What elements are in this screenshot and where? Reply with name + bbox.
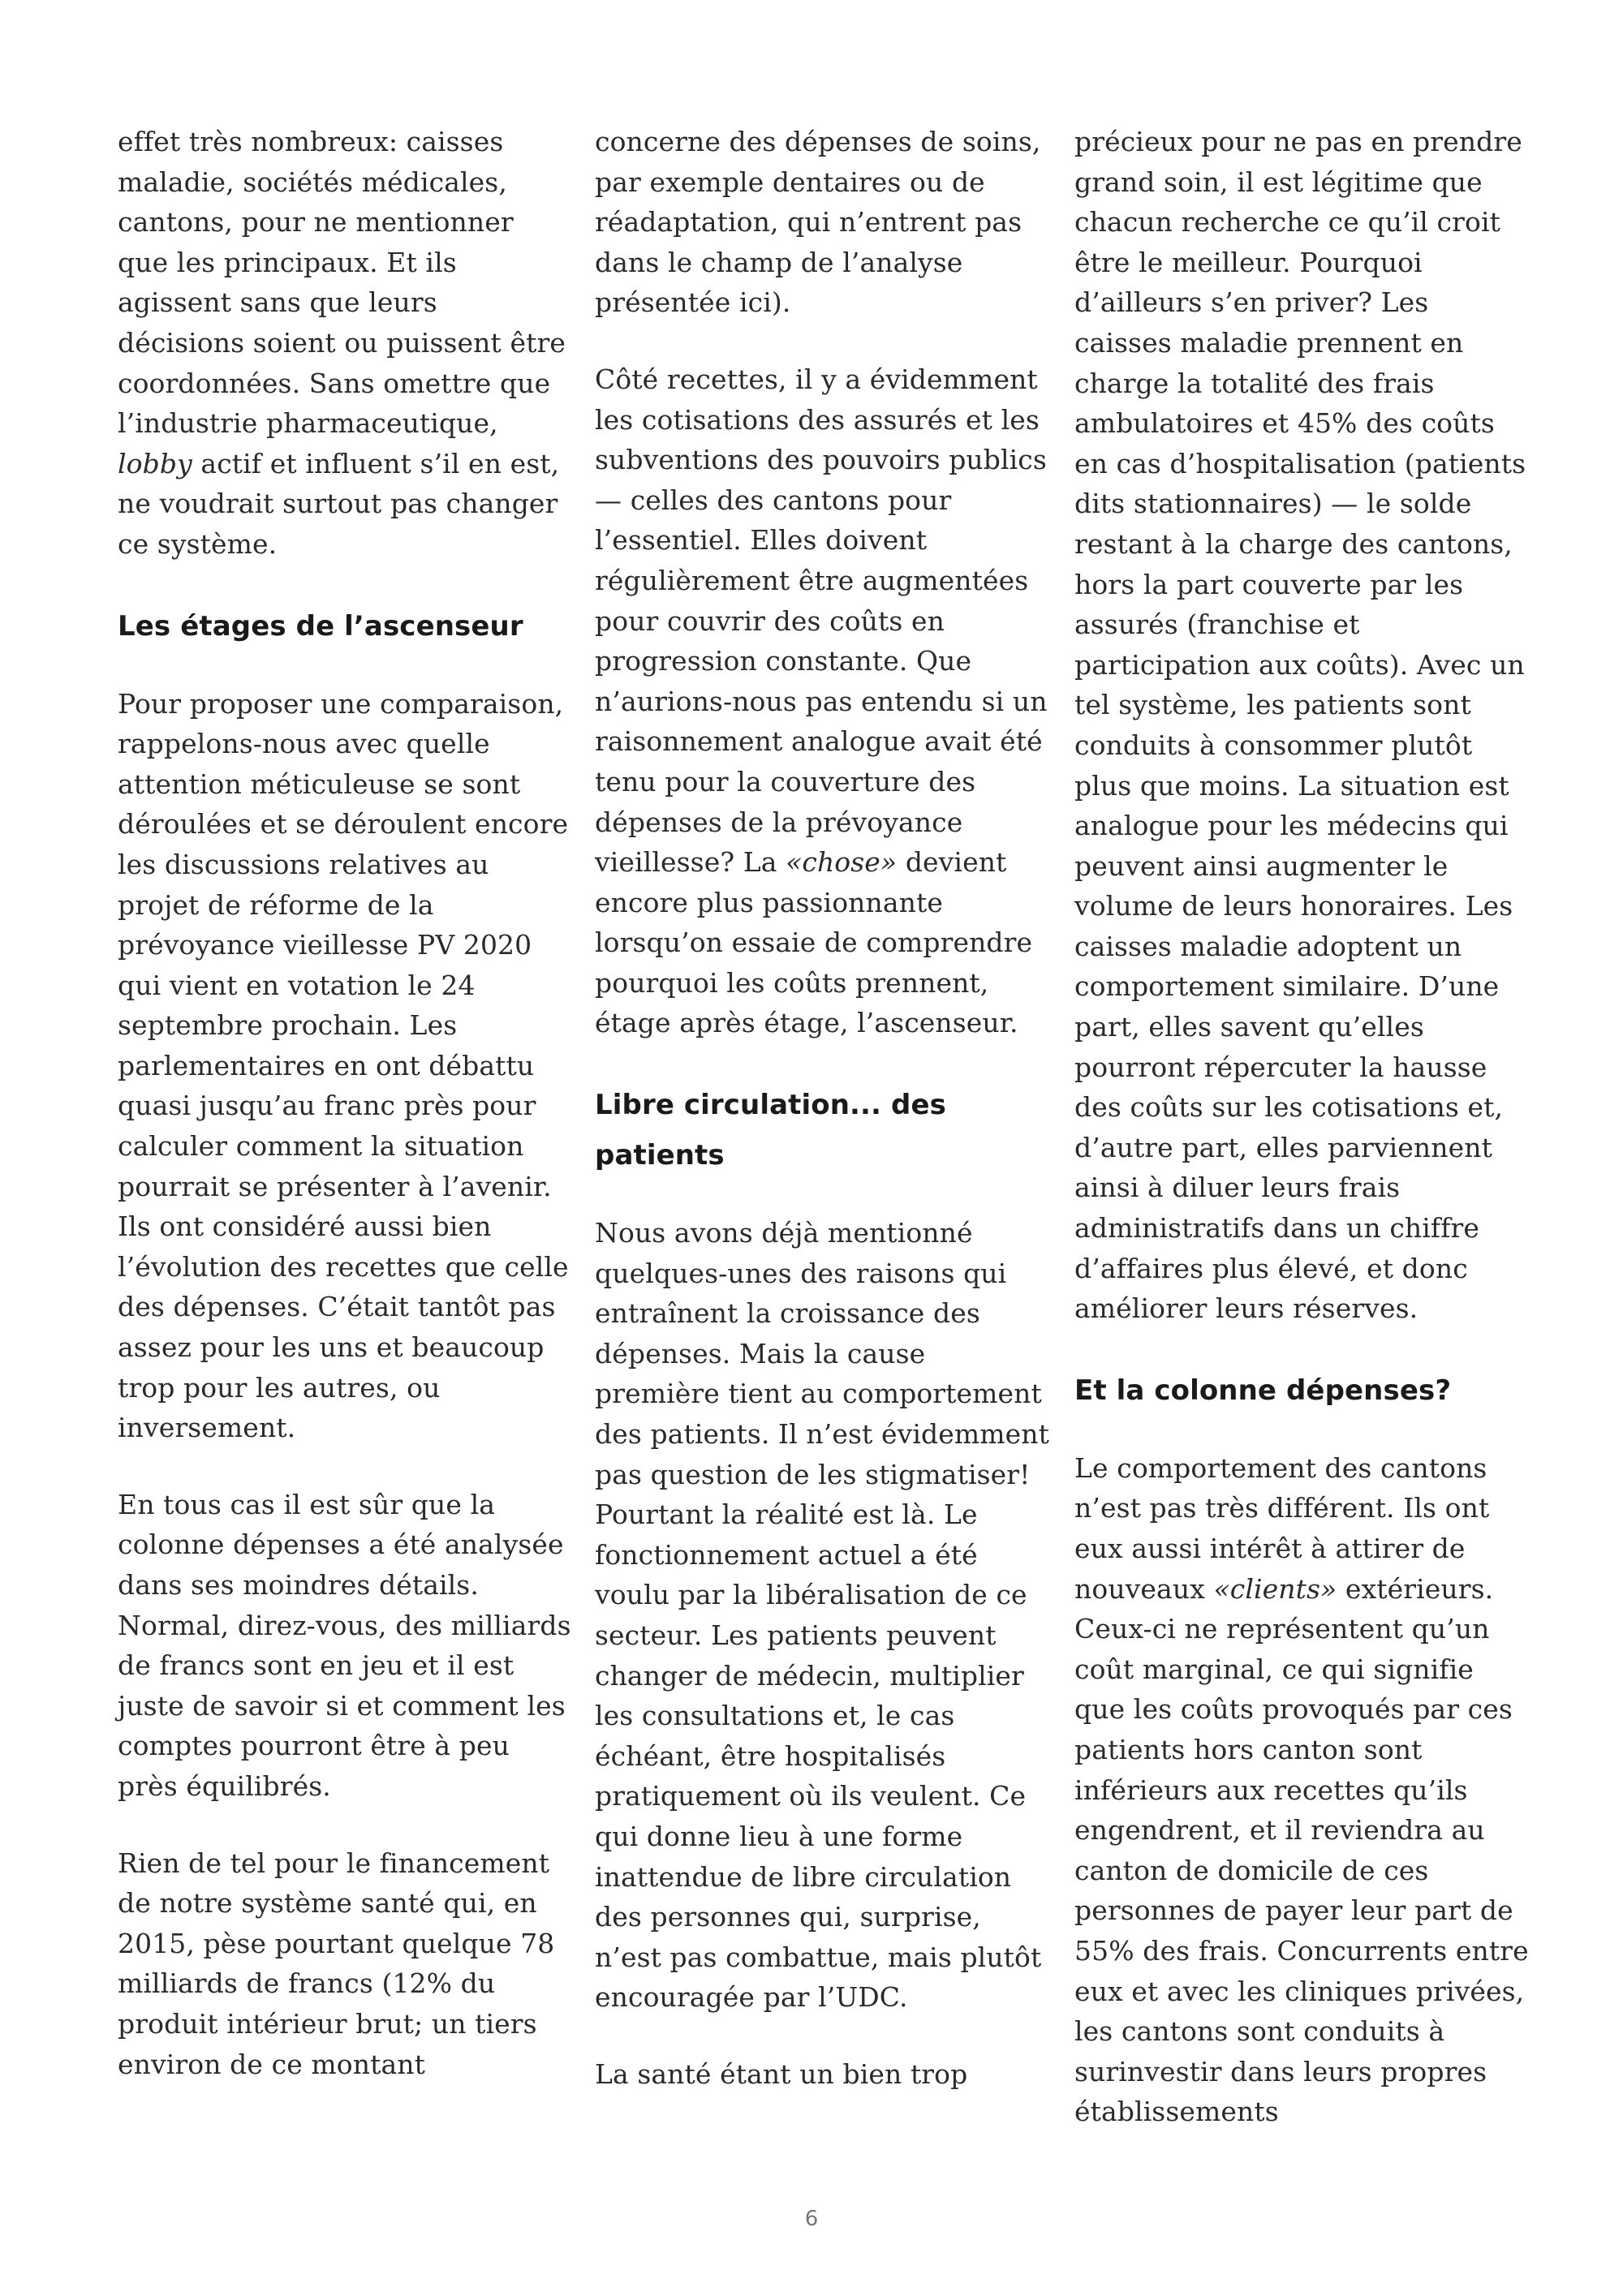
text-column-1 — [118, 122, 572, 2121]
text-run: concerne des dépenses de soins, par exemple dentaires ou de réadaptation, qui n’entrent pas dans le champ de l’analyse présentée ici). — [595, 126, 1041, 319]
text-column-2 — [595, 122, 1049, 2131]
emphasis-text: lobby — [118, 447, 192, 479]
page-number: 6 — [804, 2207, 819, 2231]
emphasis-text: «chose» — [786, 846, 898, 879]
paragraph — [1074, 1448, 1529, 2132]
paragraph — [118, 1485, 572, 1807]
text-run: Rien de tel pour le financement de notre système santé qui, en 2015, pèse pourtant quelque 78 milliards de francs (12% du produit intérieur brut; un tiers environ de ce montant — [118, 1847, 555, 2080]
paragraph — [595, 2054, 1049, 2095]
text-run: Côté recettes, il y a évidemment les cotisations des assurés et les subventions des pouvoirs publics — celles des cantons pour l’essentiel. Elles doivent régulièrement être augmentées pour couvrir des coûts en progression constante. Que n’aurions-nous pas entendu si un raisonnement analogue avait été tenu pour la couverture des dépenses de la prévoyance vieillesse? La — [595, 363, 1048, 879]
text-run: Nous avons déjà mentionné quelques-unes des raisons qui entraînent la croissance des dépenses. Mais la cause première tient au comportement des patients. Il n’est évidemment pas question de les stigmatiser! Pourtant la réalité est là. Le fonctionnement actuel a été voulu par la libéralisation de ce secteur. Les patients peuvent changer de médecin, multiplier les consultations et, le cas échéant, être hospitalisés pratiquement où ils veulent. Ce qui donne lieu à une forme inattendue de libre circulation des personnes qui, surprise, n’est pas combattue, mais plutôt encouragée par l’UDC. — [595, 1217, 1049, 2014]
paragraph — [595, 122, 1049, 323]
text-run: Le comportement des cantons n’est pas très différent. Ils ont eux aussi intérêt à attirer de nouveaux — [1074, 1451, 1490, 1605]
text-run: actif et influent s’il en est, ne voudrait surtout pas changer ce système. — [118, 447, 560, 560]
paragraph — [118, 122, 572, 565]
text-run: En tous cas il est sûr que la colonne dépenses a été analysée dans ses moindres détails. Normal, direz-vous, des milliards de francs sont en jeu et il est juste de savoir si et comment les comptes pourront être à peu près équilibrés. — [118, 1488, 571, 1802]
text-run: devient encore plus passionnante lorsqu’on essaie de comprendre pourquoi les coûts prennent, étage après étage, l’ascenseur. — [595, 846, 1033, 1039]
paragraph — [595, 1213, 1049, 2018]
section-heading: Libre circulation... des patients — [595, 1089, 946, 1172]
section-heading: Et la colonne dépenses? — [1074, 1374, 1452, 1407]
text-column-3 — [1074, 122, 1529, 2169]
paragraph — [595, 359, 1049, 1043]
emphasis-text: «clients» — [1213, 1572, 1337, 1605]
text-run: effet très nombreux: caisses maladie, sociétés médicales, cantons, pour ne mentionner que les principaux. Et ils agissent sans que leurs décisions soient ou puissent être coordonnées. Sans omettre que l’industrie pharmaceutique, — [118, 126, 566, 440]
paragraph — [118, 1843, 572, 2085]
text-run: La santé étant un bien trop — [595, 2057, 968, 2090]
text-run: extérieurs. Ceux-ci ne représentent qu’un coût marginal, ce qui signifie que les coûts provoqués par ces patients hors canton sont inférieurs aux recettes qu’ils engendrent, et il reviendra au canton de domicile de ces personnes de payer leur part de 55% des frais. Concurrents entre eux et avec les cliniques privées, les cantons sont conduits à surinvestir dans leurs propres établissements — [1074, 1572, 1529, 2128]
paragraph — [1074, 122, 1529, 1329]
text-run: précieux pour ne pas en prendre grand soin, il est légitime que chacun recherche ce qu’il croit être le meilleur. Pourquoi d’ailleurs s’en priver? Les caisses maladie prennent en charge la totalité des frais ambulatoires et 45% des coûts en cas d’hospitalisation (patients dits stationnaires) — le solde restant à la charge des cantons, hors la part couverte par les assurés (franchise et participation aux coûts). Avec un tel système, les patients sont conduits à consommer plutôt plus que moins. La situation est analogue pour les médecins qui peuvent ainsi augmenter le volume de leurs honoraires. Les caisses maladie adoptent un comportement similaire. D’une part, elles savent qu’elles pourront répercuter la hausse des coûts sur les cotisations et, d’autre part, elles parviennent ainsi à diluer leurs frais administratifs dans un chiffre d’affaires plus élevé, et donc améliorer leurs réserves. — [1074, 126, 1526, 1325]
paragraph — [118, 684, 572, 1448]
section-heading: Les étages de l’ascenseur — [118, 609, 523, 643]
text-run: Pour proposer une comparaison, rappelons-nous avec quelle attention méticuleuse se sont déroulées et se déroulent encore les discussions relatives au projet de réforme de la prévoyance vieillesse PV 2020 qui vient en votation le 24 septembre prochain. Les parlementaires en ont débattu quasi jusqu’au franc près pour calculer comment la situation pourrait se présenter à l’avenir. Ils ont considéré aussi bien l’évolution des recettes que celle des dépenses. C’était tantôt pas assez pour les uns et beaucoup trop pour les autres, ou inversement. — [118, 687, 569, 1444]
